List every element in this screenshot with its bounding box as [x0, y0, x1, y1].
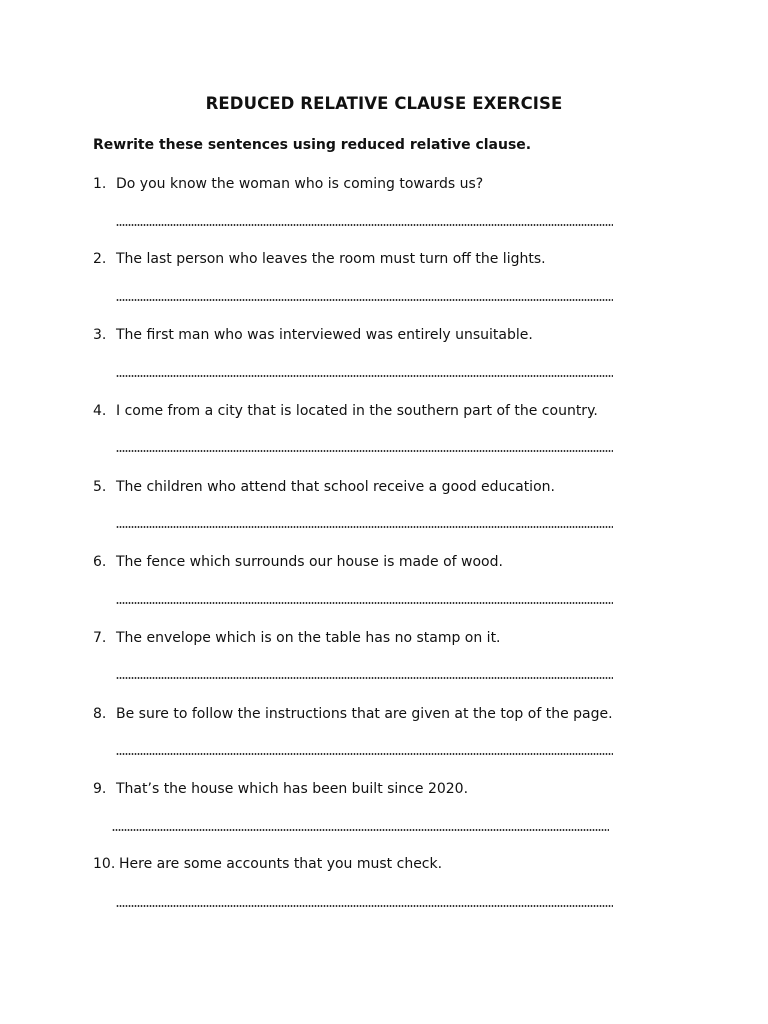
- answer-line-2[interactable]: [116, 299, 613, 301]
- answer-line-7[interactable]: [116, 677, 613, 679]
- question-number: 2.: [93, 251, 107, 267]
- answer-line-4[interactable]: [116, 450, 613, 452]
- question-number: 4.: [93, 403, 107, 419]
- question-text: The last person who leaves the room must turn off the lights.: [116, 251, 546, 267]
- question-text: Here are some accounts that you must check.: [119, 856, 443, 872]
- question-text: I come from a city that is located in the southern part of the country.: [116, 403, 598, 419]
- question-number: 8.: [93, 706, 107, 722]
- question-1: [93, 175, 483, 193]
- question-number: 5.: [93, 479, 107, 495]
- question-text: Be sure to follow the instructions that are given at the top of the page.: [116, 706, 613, 722]
- question-text: The envelope which is on the table has no stamp on it.: [116, 630, 501, 646]
- question-6: [93, 553, 503, 571]
- question-number: 9.: [93, 781, 107, 797]
- question-text: Do you know the woman who is coming towards us?: [116, 176, 484, 192]
- question-number: 1.: [93, 176, 107, 192]
- instruction-text: Rewrite these sentences using reduced relative clause.: [93, 137, 532, 153]
- answer-line-6[interactable]: [116, 602, 613, 604]
- question-4: [93, 402, 598, 420]
- answer-line-3[interactable]: [116, 375, 613, 377]
- question-3: [93, 326, 533, 344]
- question-2: [93, 250, 546, 268]
- question-number: 10.: [93, 856, 116, 872]
- question-9: [93, 780, 468, 798]
- question-number: 7.: [93, 630, 107, 646]
- answer-line-8[interactable]: [116, 753, 613, 755]
- question-8: [93, 705, 613, 723]
- answer-line-1[interactable]: [116, 224, 613, 226]
- question-number: 6.: [93, 554, 107, 570]
- answer-line-5[interactable]: [116, 526, 613, 528]
- worksheet-title: REDUCED RELATIVE CLAUSE EXERCISE: [205, 94, 563, 113]
- question-7: [93, 629, 501, 647]
- question-text: The children who attend that school receive a good education.: [116, 479, 555, 495]
- answer-line-10[interactable]: [116, 905, 613, 907]
- question-number: 3.: [93, 327, 107, 343]
- question-text: The first man who was interviewed was entirely unsuitable.: [116, 327, 533, 343]
- question-10: [93, 855, 442, 873]
- question-text: The fence which surrounds our house is made of wood.: [116, 554, 503, 570]
- question-5: [93, 478, 555, 496]
- answer-line-9[interactable]: [112, 829, 609, 831]
- question-text: That’s the house which has been built since 2020.: [116, 781, 469, 797]
